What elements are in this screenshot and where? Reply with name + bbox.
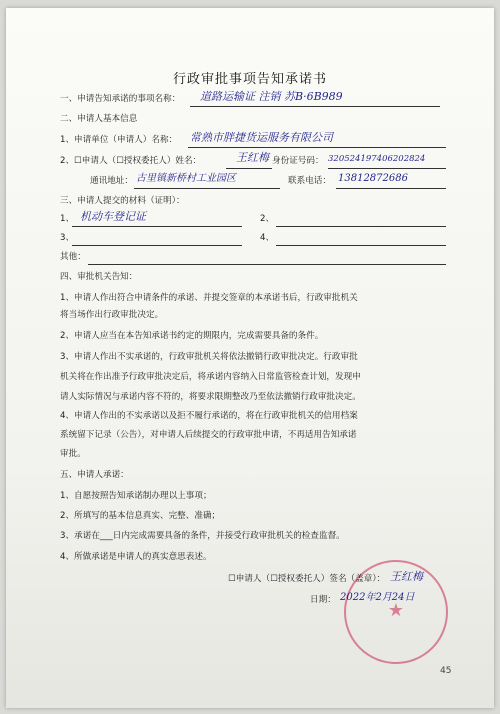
unit-name-underline [188,147,446,148]
unit-name-label: 1、申请单位（申请人）名称： [60,135,178,145]
person-name-label: 2、☐申请人（☐授权委托人）姓名： [60,156,202,166]
address-value[interactable]: 古里镇新桥村工业园区 [136,173,236,184]
person-name-value[interactable]: 王红梅 [236,151,269,164]
person-name-underline [226,168,272,169]
commitment-line: 1、自愿按照告知承诺制办理以上事项； [60,491,212,501]
section4-label: 四、审批机关告知： [60,272,138,282]
section5-label: 五、申请人承诺： [60,470,129,480]
notice-line: 机关将在作出准予行政审批决定后，将承诺内容纳入日常监管检查计划，发现申 [60,372,361,382]
document-title: 行政审批事项告知承诺书 [172,72,327,87]
notice-line: 审批。 [60,449,86,459]
material-other-underline [88,264,446,265]
address-underline [134,188,280,189]
unit-name-value[interactable]: 常熟市胖捷货运服务有限公司 [190,131,333,144]
seal-star-icon: ★ [387,600,405,621]
notice-line: 将当场作出行政审批决定。 [60,310,164,320]
notice-line: 请人实际情况与承诺内容不符的，将要求限期整改乃至依法撤销行政审批决定。 [60,392,361,402]
commitment-line: 4、所做承诺是申请人的真实意思表述。 [60,552,212,562]
id-number-label: 身份证号码： [272,156,324,166]
material-1-label: 1、 [60,214,75,224]
signature-value[interactable]: 王红梅 [390,570,423,583]
address-label: 通讯地址： [90,176,133,186]
material-2-label: 2、 [260,214,275,224]
section1-label: 一、申请告知承诺的事项名称： [60,94,181,104]
notice-line: 3、申请人作出不实承诺的，行政审批机关将依法撤销行政审批决定。行政审批 [60,352,358,362]
material-1-underline [72,226,242,227]
notice-line: 4、申请人作出的不实承诺以及拒不履行承诺的，将在行政审批机关的信用档案 [60,411,358,421]
material-other-label: 其他： [60,252,86,262]
commitment-line: 2、所填写的基本信息真实、完整、准确； [60,511,221,521]
page-mark: 45 [440,666,452,676]
id-number-underline [328,168,446,169]
signature-label: ☐申请人（☐授权委托人）签名（盖章）： [228,574,386,584]
phone-label: 联系电话： [288,176,331,186]
section3-label: 三、申请人提交的材料（证明）： [60,196,185,206]
id-number-value[interactable]: 320524197406202824 [328,154,426,164]
notice-line: 2、申请人应当在本告知承诺书约定的期限内，完成需要具备的条件。 [60,331,324,341]
date-value[interactable]: 2022年2月24日 [340,592,415,603]
phone-value[interactable]: 13812872686 [338,173,408,184]
date-label: 日期： [310,595,336,605]
material-3-label: 3、 [60,233,75,243]
material-3-underline [72,245,242,246]
commitment-line: 3、承诺在___日内完成需要具备的条件，并接受行政审批机关的检查监督。 [60,531,345,541]
material-4-label: 4、 [260,233,275,243]
material-4-underline [276,245,446,246]
section2-label: 二、申请人基本信息 [60,114,138,124]
material-1-value[interactable]: 机动车登记证 [80,210,146,223]
material-2-underline [276,226,446,227]
section1-value[interactable]: 道路运输证 注销 苏B·6B989 [200,90,343,103]
notice-line: 1、申请人作出符合申请条件的承诺、并提交签章的本承诺书后，行政审批机关 [60,293,358,303]
section1-underline [190,106,440,107]
phone-underline [336,188,446,189]
notice-line: 系统留下记录（公告），对申请人后续提交的行政审批申请，不再适用告知承诺 [60,430,357,440]
